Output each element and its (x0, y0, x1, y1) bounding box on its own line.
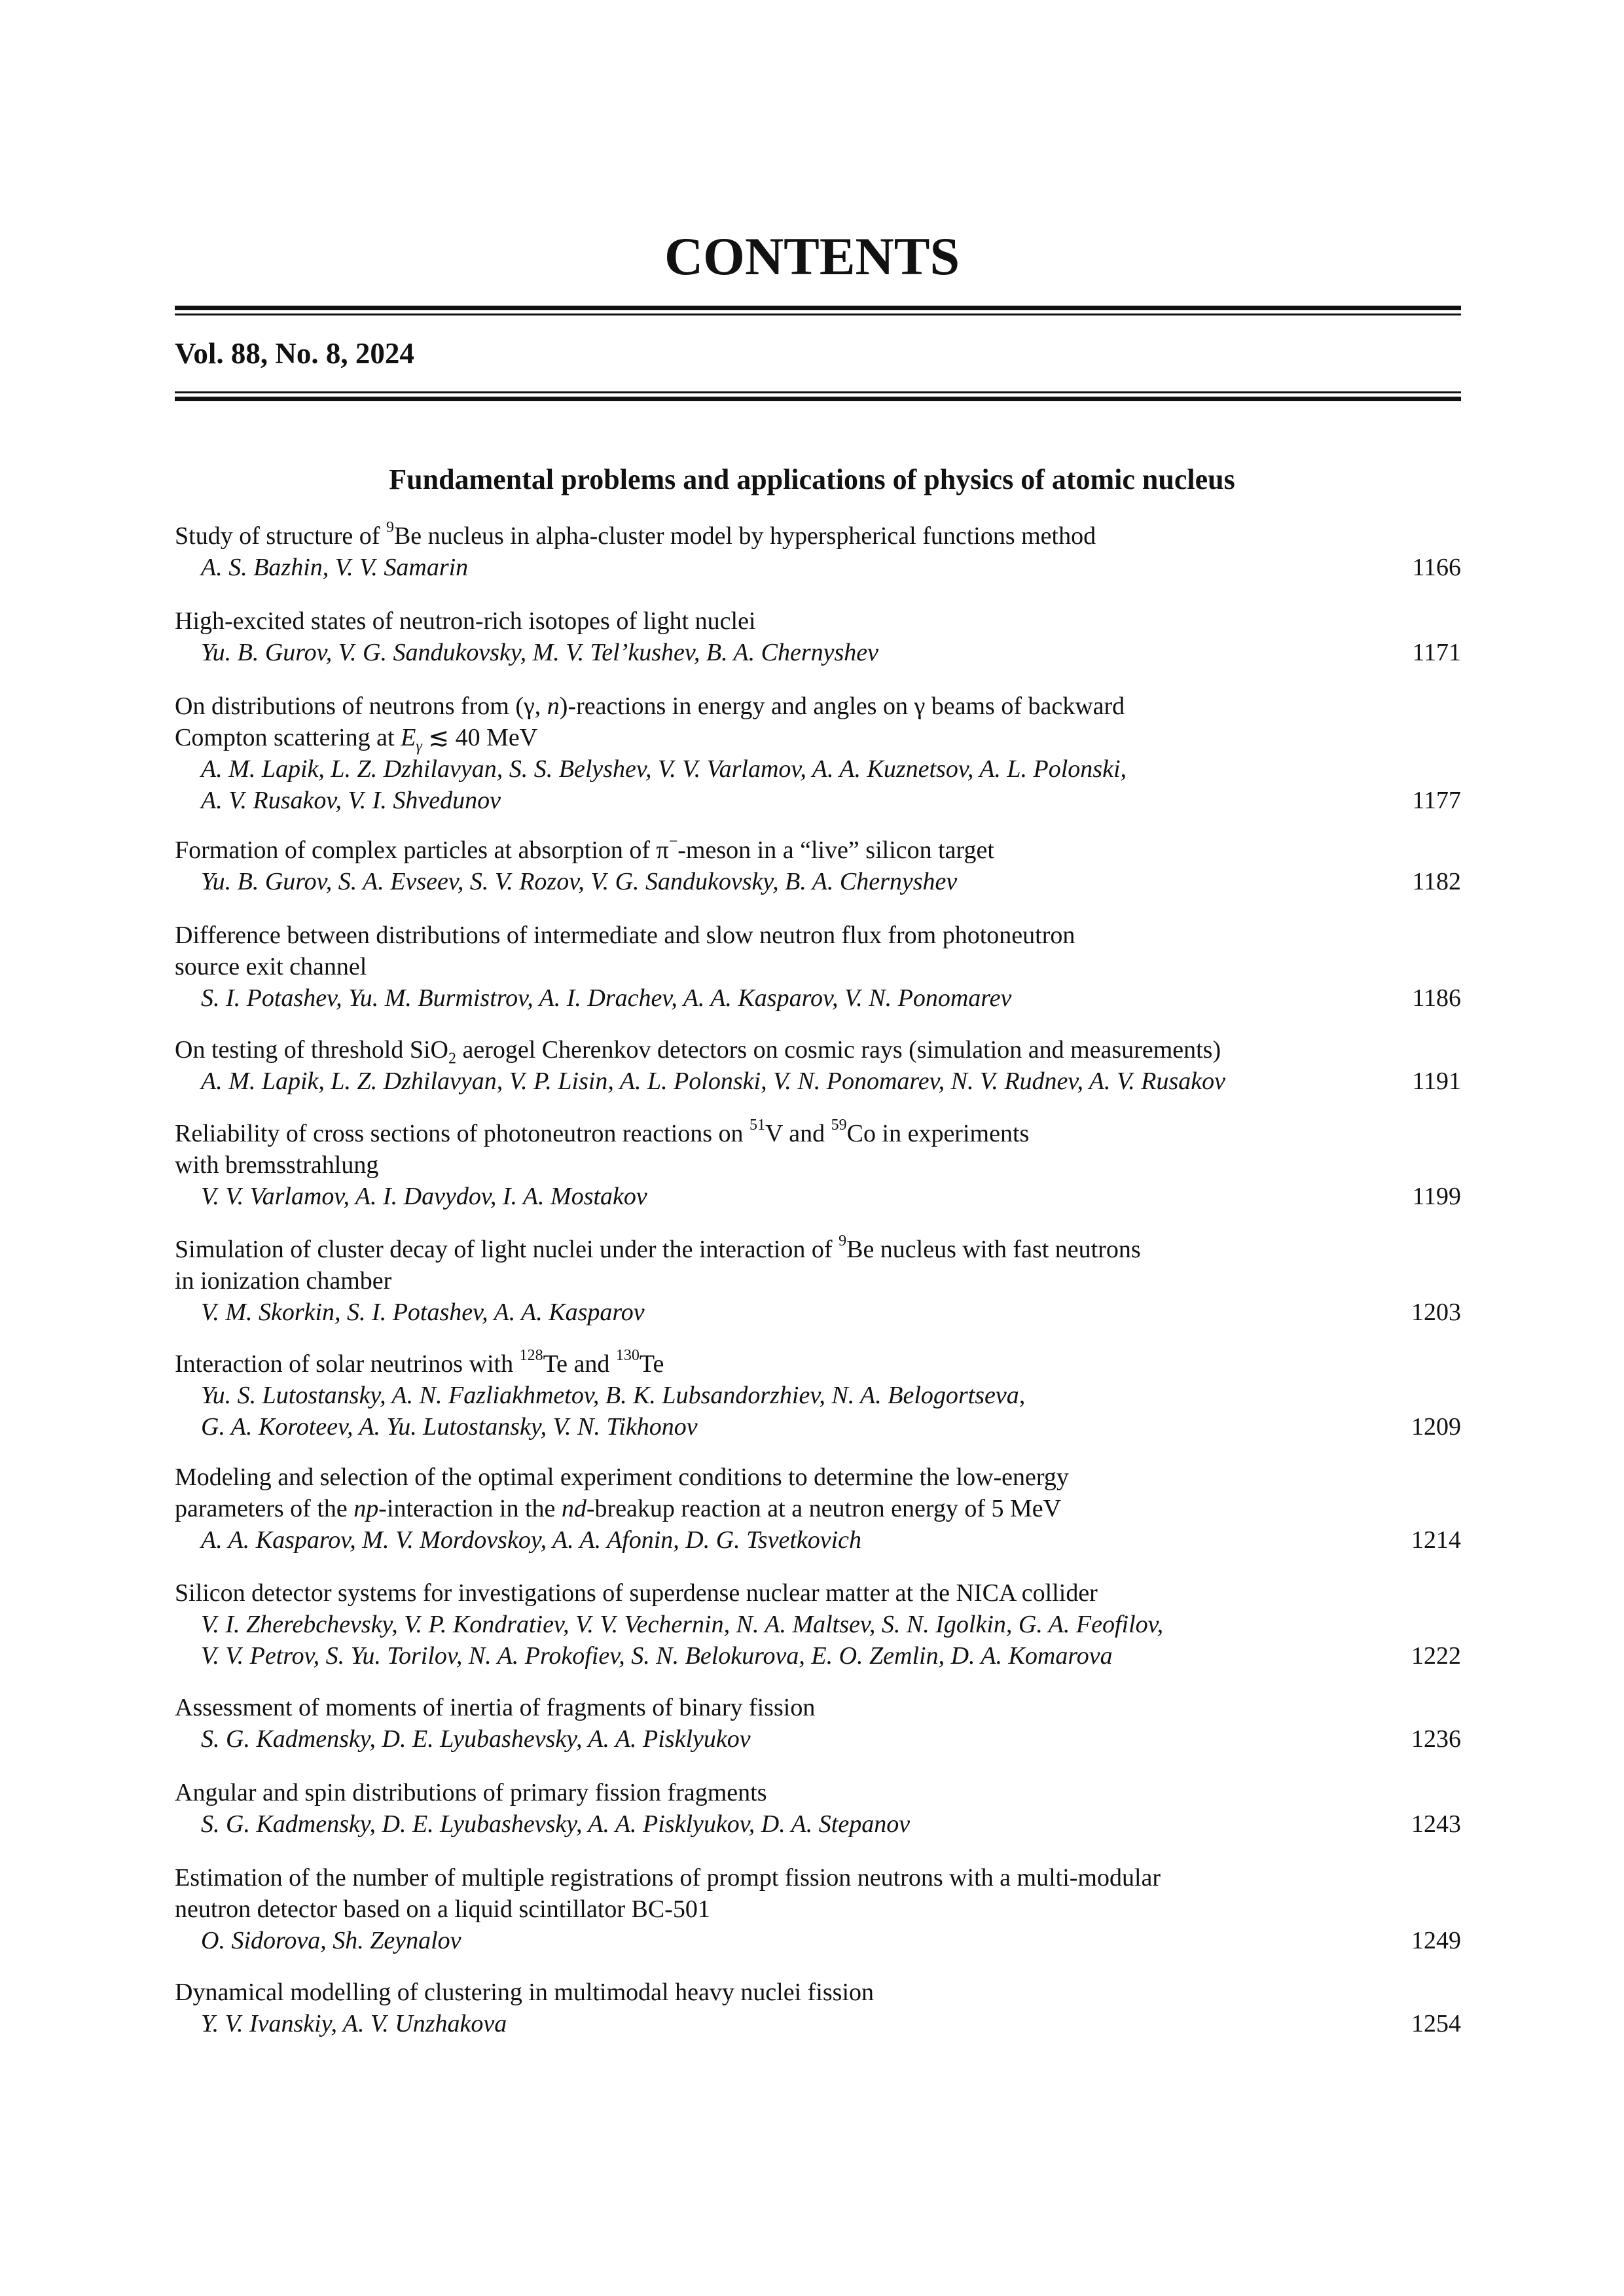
entry-authors-text: V. M. Skorkin, S. I. Potashev, A. A. Kasparov (201, 1299, 645, 1326)
entry-authors (175, 2008, 1461, 2039)
entry-authors-text: A. S. Bazhin, V. V. Samarin (201, 554, 469, 581)
entry-title-text: Formation of complex particles at absorption of π (175, 836, 669, 864)
toc-entry (175, 1577, 1461, 1672)
entry-title-text: 51 (749, 1117, 766, 1134)
entry-page-number: 1203 (1411, 1299, 1461, 1326)
entry-authors (175, 552, 1461, 583)
entry-title-text: ≲ 40 MeV (422, 724, 538, 751)
entry-authors (175, 785, 1461, 816)
entry-title-text: 130 (615, 1347, 640, 1365)
entry-authors-text: S. G. Kadmensky, D. E. Lyubashevsky, A. A. Pisklyukov, D. A. Stepanov (201, 1810, 911, 1838)
entry-title-line (175, 1692, 1461, 1723)
entry-title-text: High-excited states of neutron-rich isotopes of light nuclei (175, 607, 756, 635)
divider-top-thick (175, 306, 1461, 310)
divider-mid-thin (175, 391, 1461, 393)
toc-entry (175, 920, 1461, 1014)
entry-title-text: E (401, 724, 416, 751)
entry-authors-text: Yu. B. Gurov, S. A. Evseev, S. V. Rozov, V. G. Sandukovsky, B. A. Chernyshev (201, 868, 958, 895)
entry-title-line (175, 1234, 1461, 1265)
entry-title-line (175, 1118, 1461, 1149)
entry-title-text: nd (561, 1495, 586, 1522)
toc-entry (175, 691, 1461, 816)
entry-title-text: Reliability of cross sections of photoneutron reactions on (175, 1120, 750, 1147)
section-heading: Fundamental problems and applications of physics of atomic nucleus (389, 463, 1235, 495)
entry-title-text: γ (416, 738, 422, 755)
entry-title-line (175, 834, 1461, 866)
entry-authors (175, 637, 1461, 668)
entry-authors-text: V. V. Petrov, S. Yu. Torilov, N. A. Prokofiev, S. N. Belokurova, E. O. Zemlin, D. A. Komarova (201, 1642, 1113, 1670)
entry-page-number: 1243 (1411, 1810, 1461, 1838)
entry-title-line (175, 1577, 1461, 1609)
entry-authors-text: A. A. Kasparov, M. V. Mordovskoy, A. A. Afonin, D. G. Tsvetkovich (201, 1526, 862, 1554)
entry-page-number: 1199 (1412, 1183, 1461, 1210)
entry-title-text: Be nucleus with fast neutrons (846, 1236, 1141, 1263)
entry-title-text: np (353, 1495, 379, 1522)
entry-title-line (175, 691, 1461, 722)
toc-entry (175, 1977, 1461, 2039)
entry-title-text: Silicon detector systems for investigations of superdense nuclear matter at the NICA collider (175, 1579, 1098, 1607)
entry-authors (175, 1181, 1461, 1212)
entry-title-line (175, 1348, 1461, 1380)
entry-title-text: Dynamical modelling of clustering in multimodal heavy nuclei fission (175, 1979, 875, 2006)
entry-authors-text: V. V. Varlamov, A. I. Davydov, I. A. Mostakov (201, 1183, 647, 1210)
entry-authors (175, 1297, 1461, 1328)
entry-title-text: n (547, 692, 560, 720)
entry-authors-text: A. M. Lapik, L. Z. Dzhilavyan, S. S. Belyshev, V. V. Varlamov, A. A. Kuznetsov, A. L. Polonski, (201, 755, 1127, 783)
entry-title-text: 9 (839, 1232, 847, 1250)
entry-title-text: On distributions of neutrons from (γ, (175, 692, 547, 720)
entry-authors-text: G. A. Koroteev, A. Yu. Lutostansky, V. N. Tikhonov (201, 1413, 698, 1441)
toc-entry (175, 605, 1461, 668)
entry-title-text: 59 (831, 1117, 847, 1134)
entry-title-text: Angular and spin distributions of primary fission fragments (175, 1779, 767, 1806)
entry-title-text: Interaction of solar neutrinos with (175, 1350, 520, 1378)
entry-page-number: 1166 (1412, 554, 1461, 581)
entry-title-text: -meson in a “live” silicon target (677, 836, 994, 864)
entry-authors-text: A. V. Rusakov, V. I. Shvedunov (201, 787, 501, 814)
entry-title-line (175, 722, 1461, 753)
entry-title-text: Simulation of cluster decay of light nuclei under the interaction of (175, 1236, 839, 1263)
entry-page-number: 1186 (1412, 984, 1461, 1012)
toc-entry (175, 1692, 1461, 1755)
entry-page-number: 1191 (1412, 1067, 1461, 1095)
entry-authors-text: Yu. S. Lutostansky, A. N. Fazliakhmetov, B. K. Lubsandorzhiev, N. A. Belogortseva, (201, 1382, 1026, 1409)
entry-title-text: Compton scattering at (175, 724, 401, 751)
entry-authors (175, 753, 1461, 785)
entry-authors (175, 1808, 1461, 1840)
entry-title-line (175, 520, 1461, 552)
entry-title-text: Te (639, 1350, 664, 1378)
divider-mid-thick (175, 397, 1461, 401)
entry-title-text: )-reactions in energy and angles on γ beams of backward (559, 692, 1125, 720)
entry-title-line (175, 605, 1461, 637)
entry-title-text: -interaction in the (378, 1495, 562, 1522)
entry-title-text: V and (765, 1120, 831, 1147)
entry-title-line (175, 951, 1461, 982)
entry-title-text: 2 (448, 1050, 456, 1067)
entry-title-text: source exit channel (175, 953, 367, 980)
entry-authors-text: S. G. Kadmensky, D. E. Lyubashevsky, A. A. Pisklyukov (201, 1725, 751, 1753)
entry-authors-text: V. I. Zherebchevsky, V. P. Kondratiev, V. V. Vechernin, N. A. Maltsev, S. N. Igolkin, G. A. Feofilov, (201, 1611, 1164, 1638)
entry-authors-text: S. I. Potashev, Yu. M. Burmistrov, A. I. Drachev, A. A. Kasparov, V. N. Ponomarev (201, 984, 1012, 1012)
page-title: CONTENTS (664, 226, 960, 286)
entry-title-text: with bremsstrahlung (175, 1151, 379, 1179)
divider-top-thin (175, 314, 1461, 315)
entry-title-text: − (668, 833, 678, 851)
entry-authors (175, 1380, 1461, 1411)
entry-page-number: 1177 (1412, 787, 1461, 814)
toc-entry (175, 1462, 1461, 1556)
entry-authors-text: A. M. Lapik, L. Z. Dzhilavyan, V. P. Lisin, A. L. Polonski, V. N. Ponomarev, N. V. Rudnev, A. V. Rusakov (201, 1067, 1226, 1095)
volume-label: Vol. 88, No. 8, 2024 (175, 337, 414, 370)
toc-entry (175, 520, 1461, 583)
entry-authors (175, 982, 1461, 1014)
entry-authors-text: Yu. B. Gurov, V. G. Sandukovsky, M. V. Tel’kushev, B. A. Chernyshev (201, 639, 879, 666)
entry-title-line (175, 1034, 1461, 1066)
entry-authors (175, 1609, 1461, 1640)
entry-title-text: Assessment of moments of inertia of fragments of binary fission (175, 1694, 816, 1721)
toc-entry (175, 834, 1461, 897)
entry-authors (175, 1524, 1461, 1556)
entry-page-number: 1236 (1411, 1725, 1461, 1753)
entry-title-line (175, 1149, 1461, 1181)
toc-entry (175, 1862, 1461, 1956)
entry-authors (175, 1640, 1461, 1672)
entry-title-text: Modeling and selection of the optimal experiment conditions to determine the low-energy (175, 1463, 1069, 1491)
entry-title-text: -breakup reaction at a neutron energy of 5 MeV (586, 1495, 1062, 1522)
entry-title-line (175, 1462, 1461, 1493)
entry-title-line (175, 920, 1461, 951)
toc-entry (175, 1118, 1461, 1212)
entry-authors (175, 1066, 1461, 1097)
entry-page-number: 1182 (1412, 868, 1461, 895)
entry-page-number: 1254 (1411, 2010, 1461, 2037)
entry-title-text: Study of structure of (175, 522, 386, 550)
entry-title-text: aerogel Cherenkov detectors on cosmic rays (simulation and measurements) (456, 1036, 1221, 1064)
entry-page-number: 1171 (1412, 639, 1461, 666)
toc-entry (175, 1777, 1461, 1840)
entry-title-text: Te and (543, 1350, 616, 1378)
entry-title-text: parameters of the (175, 1495, 354, 1522)
entry-title-text: neutron detector based on a liquid scintillator BC-501 (175, 1895, 710, 1923)
entry-title-line (175, 1862, 1461, 1893)
toc-entry (175, 1234, 1461, 1328)
entry-page-number: 1249 (1411, 1927, 1461, 1954)
entry-title-text: Co in experiments (846, 1120, 1030, 1147)
entry-authors (175, 1411, 1461, 1443)
entry-page-number: 1209 (1411, 1413, 1461, 1441)
entry-title-text: Difference between distributions of intermediate and slow neutron flux from photoneutron (175, 922, 1075, 949)
entry-authors-text: Y. V. Ivanskiy, A. V. Unzhakova (201, 2010, 507, 2037)
entry-title-text: Estimation of the number of multiple registrations of prompt fission neutrons with a multi-modular (175, 1864, 1161, 1892)
entry-title-line (175, 1977, 1461, 2008)
entry-title-line (175, 1777, 1461, 1808)
entry-page-number: 1214 (1411, 1526, 1461, 1554)
entry-page-number: 1222 (1411, 1642, 1461, 1670)
entry-title-text: in ionization chamber (175, 1267, 392, 1295)
toc-entry (175, 1034, 1461, 1097)
entry-title-text: 128 (519, 1347, 543, 1365)
entry-authors (175, 866, 1461, 897)
entry-authors (175, 1723, 1461, 1755)
entry-title-line (175, 1265, 1461, 1297)
entry-title-text: Be nucleus in alpha-cluster model by hyperspherical functions method (393, 522, 1096, 550)
entry-title-text: On testing of threshold SiO (175, 1036, 448, 1064)
entry-title-line (175, 1893, 1461, 1925)
entry-authors-text: O. Sidorova, Sh. Zeynalov (201, 1927, 461, 1954)
toc-entry (175, 1348, 1461, 1443)
entry-title-line (175, 1493, 1461, 1524)
entry-authors (175, 1925, 1461, 1956)
entry-title-text: 9 (386, 519, 394, 537)
